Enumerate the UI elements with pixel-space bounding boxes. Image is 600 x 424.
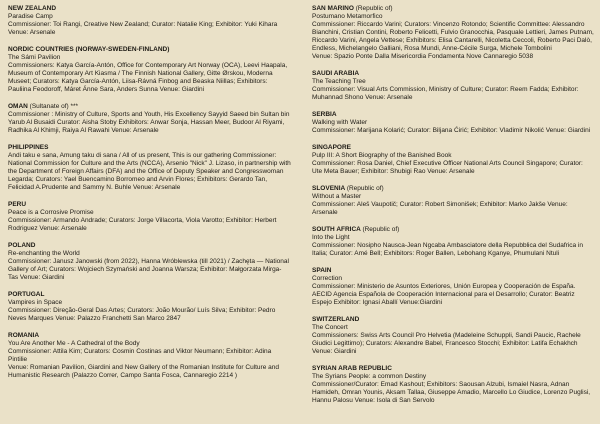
country-heading xyxy=(8,46,291,54)
pavilion-entry-slovenia xyxy=(312,185,594,217)
pavilion-entry-san-marino xyxy=(312,5,594,61)
pavilion-entry-new-zealand xyxy=(8,5,291,37)
country-heading xyxy=(8,332,291,340)
country-heading xyxy=(312,70,594,78)
country-qualifier: (Republic of) xyxy=(355,5,393,12)
entry-detail-line: Commissioner: Janusz Janowski (from 2022), Hanna Wróblewska (till 2021) / Zachęta — National Gallery of Art; Curators: Wojciech Szymański and Joanna Warsza; Exhibitor: Małgorzata Mirga-Tas Venue: Giardini xyxy=(8,258,289,281)
right-column xyxy=(312,5,594,414)
entry-first-line: Vampires in Space xyxy=(8,299,63,306)
country-heading xyxy=(312,5,594,13)
country-name: SWITZERLAND xyxy=(312,316,360,323)
pavilion-entry-oman xyxy=(8,103,291,135)
country-name: SAUDI ARABIA xyxy=(312,70,360,77)
entry-detail-line: Commissioner: Toi Rangi, Creative New Zealand; Curator: Natalie King; Exhibitor: Yuki Kihara Venue: Arsenale xyxy=(8,21,278,36)
entry-detail-line: Commissioner: Marijana Kolarić; Curator: Biljana Ćirić; Exhibitor: Vladimir Nikolić Venue: Giardini xyxy=(312,127,591,134)
country-name: PERU xyxy=(8,201,27,208)
entry-first-line: Commissioner : Ministry of Culture, Sports and Youth, His Excellency Sayyid Saeed bin Sultan bin Yarub Al Busaidi Curator: Aisha Stoby Exhibitors: Anwar Sonja, Hassan Meer, Budoor Al Riyami, Radhika Al Khimji, Raiya Al Rawahi Venue: Arsenale xyxy=(8,111,290,134)
pavilion-entry-syrian-arab-republic xyxy=(312,365,594,405)
entry-detail-line: Commissioner: Direção-Geral Das Artes; Curators: João Mourão/ Luís Silva; Exhibitor: Pedro Neves Marques Venue: Palazzo Franchetti San Marco 2847 xyxy=(8,307,276,322)
entry-first-line: Peace is a Corrosive Promise xyxy=(8,209,94,216)
country-name: ROMANIA xyxy=(8,332,40,339)
entry-detail-line: Commissioner: Aleš Vaupotič; Curator: Robert Simonišek; Exhibitor: Marko Jakše Venue: Arsenale xyxy=(312,201,568,216)
country-heading xyxy=(312,185,594,193)
entry-detail-line: Commissioner: Armando Andrade; Curators: Jorge Villacorta, Viola Varotto; Exhibitor: Herbert Rodriguez Venue: Arsenale xyxy=(8,217,277,232)
country-heading xyxy=(8,144,291,152)
country-heading xyxy=(8,5,291,13)
country-heading xyxy=(312,144,594,152)
entry-detail-line: Commissioners: Katya García-Antón, Office for Contemporary Art Norway (OCA), Leevi Haapala, Museum of Contemporary Art Kiasma / The Finnish National Gallery, Gitte Ørskou, Moderna Museet; Curators: Katya García-Antón, Liisa-Rávná Finbog and Beaska Niillas; Exhibitors: Pauliina Feodoroff, Máret Ánne Sara, Anders Sunna Venue: Giardini xyxy=(8,62,288,93)
entry-detail-line: Commissioner: Visual Arts Commission, Ministry of Culture; Curator: Reem Fadda; Exhibitor: Muhannad Shono Venue: Arsenale xyxy=(312,86,579,101)
entry-first-line: Walking with Water xyxy=(312,119,368,126)
pavilion-entry-philippines xyxy=(8,144,291,192)
country-name: SLOVENIA xyxy=(312,185,345,192)
entry-first-line: Paradise Camp xyxy=(8,13,53,20)
entry-first-line: The Syrians People: a common Destiny xyxy=(312,373,427,380)
entry-first-line: Postumano Metamorfico xyxy=(312,13,383,20)
country-qualifier: (Republic of) xyxy=(362,226,400,233)
country-qualifier: (Sultanate of) *** xyxy=(29,103,79,110)
country-name: OMAN xyxy=(8,103,28,110)
entry-detail-line: Venue: Spazio Ponte Dalla Misericordia Fondamenta Nove Cannaregio 5038 xyxy=(312,53,534,60)
pavilion-entry-singapore xyxy=(312,144,594,176)
entry-detail-line: Commissioners: Swiss Arts Council Pro Helvetia (Madeleine Schuppli, Sandi Paucic, Rachele Giudici Legittimo); Curators: Alexandre Babel, Francesco Stocchi; Exhibitor: Latifa Echakhch Venue: Giardini xyxy=(312,332,581,355)
country-name: SERBIA xyxy=(312,111,337,118)
entry-detail-line: Commissioner: Riccardo Varini; Curators: Vincenzo Rotondo; Scientific Committee: Alessandro Bianchini, Cristian Contini, Roberto Felicetti, Fulvio Granocchia, Pasquale Lettieri, James Putnam, Riccardo Varini, Angela Vettese; Exhibitors: Elisa Cantarelli, Nicoletta Ceccoli, Roberto Paci Dalò, Endless, Michelangelo Galliani, Rosa Mundi, Anne-Cécile Surga, Michele Tombolini xyxy=(312,21,594,52)
entry-first-line: Into the Light xyxy=(312,234,350,241)
pavilion-entry-serbia xyxy=(312,111,594,135)
country-heading xyxy=(312,316,594,324)
entry-detail-line: Commissioner: Nosipho Nausca-Jean Ngcaba Ambasciatore della Repubblica del Sudafrica in Italia; Curator: Amé Bell; Exhibitors: Roger Ballen, Lebohang Kganye, Phumulani Ntuli xyxy=(312,242,583,257)
pavilion-entry-portugal xyxy=(8,291,291,323)
country-name: SAN MARINO xyxy=(312,5,354,12)
entry-detail-line: Commissioner: Ministerio de Asuntos Exteriores, Unión Europea y Cooperación de España. AECID Agencia Española de Cooperación Internacional para el Desarrollo; Curator: Beatriz Espejo Exhibitor: Ignasi Aballí Venue:Giardini xyxy=(312,283,576,306)
left-column xyxy=(8,5,291,389)
entry-detail-line: Venue: Romanian Pavilion, Giardini and New Gallery of the Romanian Institute for Culture and Humanistic Research (Palazzo Correr, Campo Santa Fosca, Cannaregio 2214 ) xyxy=(8,364,279,379)
entry-first-line: Re-enchanting the World xyxy=(8,250,80,257)
country-heading xyxy=(312,267,594,275)
entry-first-line: You Are Another Me - A Cathedral of the Body xyxy=(8,340,140,347)
country-name: SINGAPORE xyxy=(312,144,352,151)
country-name: NEW ZEALAND xyxy=(8,5,57,12)
country-name: NORDIC COUNTRIES (NORWAY-SWEDEN-FINLAND) xyxy=(8,46,170,53)
country-heading xyxy=(312,226,594,234)
entry-first-line: Andi taku e sana, Amung taku di sana / All of us present, This is our gathering Commissioner: National Commission for Culture and the Arts (NCCA), Arsenio "Nick" J. Lizaso, in partnership with the Department of Foreign Affairs (DFA) and the Office of Deputy Speaker and Congresswoman Legarda; Curators: Yael Buencamino Borromeo and Arvin Flores; Exhibitors: Gerardo Tan, Felicidad A.Prudente and Sammy N. Buhle Venue: Arsenale xyxy=(8,152,291,191)
country-heading xyxy=(312,111,594,119)
pavilion-entry-peru xyxy=(8,201,291,233)
pavilion-entry-saudi-arabia xyxy=(312,70,594,102)
entry-detail-line: Commissioner/Curator: Emad Kashout; Exhibitors: Saousan Alzubi, Ismaiel Nasra, Adnan Hamideh, Omran Younis, Aksam Tallaa, Giuseppe Amadio, Marcello Lo Giudice, Lorenzo Puglisi, Hannu Palosu Venue: Isola di San Servolo xyxy=(312,381,591,404)
country-name: PORTUGAL xyxy=(8,291,45,298)
country-name: SYRIAN ARAB REPUBLIC xyxy=(312,365,392,372)
entry-first-line: Pulp III: A Short Biography of the Banished Book xyxy=(312,152,452,159)
pavilion-entry-switzerland xyxy=(312,316,594,356)
pavilion-entry-south-africa xyxy=(312,226,594,258)
country-name: SPAIN xyxy=(312,267,332,274)
entry-first-line: The Sámi Pavilion xyxy=(8,54,61,61)
country-name: POLAND xyxy=(8,242,36,249)
country-name: SOUTH AFRICA xyxy=(312,226,361,233)
entry-first-line: The Concert xyxy=(312,324,348,331)
country-heading xyxy=(8,291,291,299)
entry-first-line: Correction xyxy=(312,275,342,282)
country-heading xyxy=(8,103,291,111)
country-name: PHILIPPINES xyxy=(8,144,49,151)
country-heading xyxy=(312,365,594,373)
entry-first-line: The Teaching Tree xyxy=(312,78,366,85)
pavilion-entry-romania xyxy=(8,332,291,380)
pavilion-entry-poland xyxy=(8,242,291,282)
entry-first-line: Without a Master xyxy=(312,193,362,200)
pavilion-entry-nordic-countries-norway-sweden-finland xyxy=(8,46,291,94)
country-qualifier: (Republic of) xyxy=(346,185,384,192)
entry-detail-line: Commissioner: Rosa Daniel, Chief Executive Officer National Arts Council Singapore; Curator: Ute Meta Bauer; Exhibitor: Shubigi Rao Venue: Arsenale xyxy=(312,160,583,175)
pavilion-entry-spain xyxy=(312,267,594,307)
entry-detail-line: Commissioner: Attila Kim; Curators: Cosmin Costinas and Viktor Neumann; Exhibitor: Adina Pintilie xyxy=(8,348,272,363)
country-heading xyxy=(8,242,291,250)
country-heading xyxy=(8,201,291,209)
